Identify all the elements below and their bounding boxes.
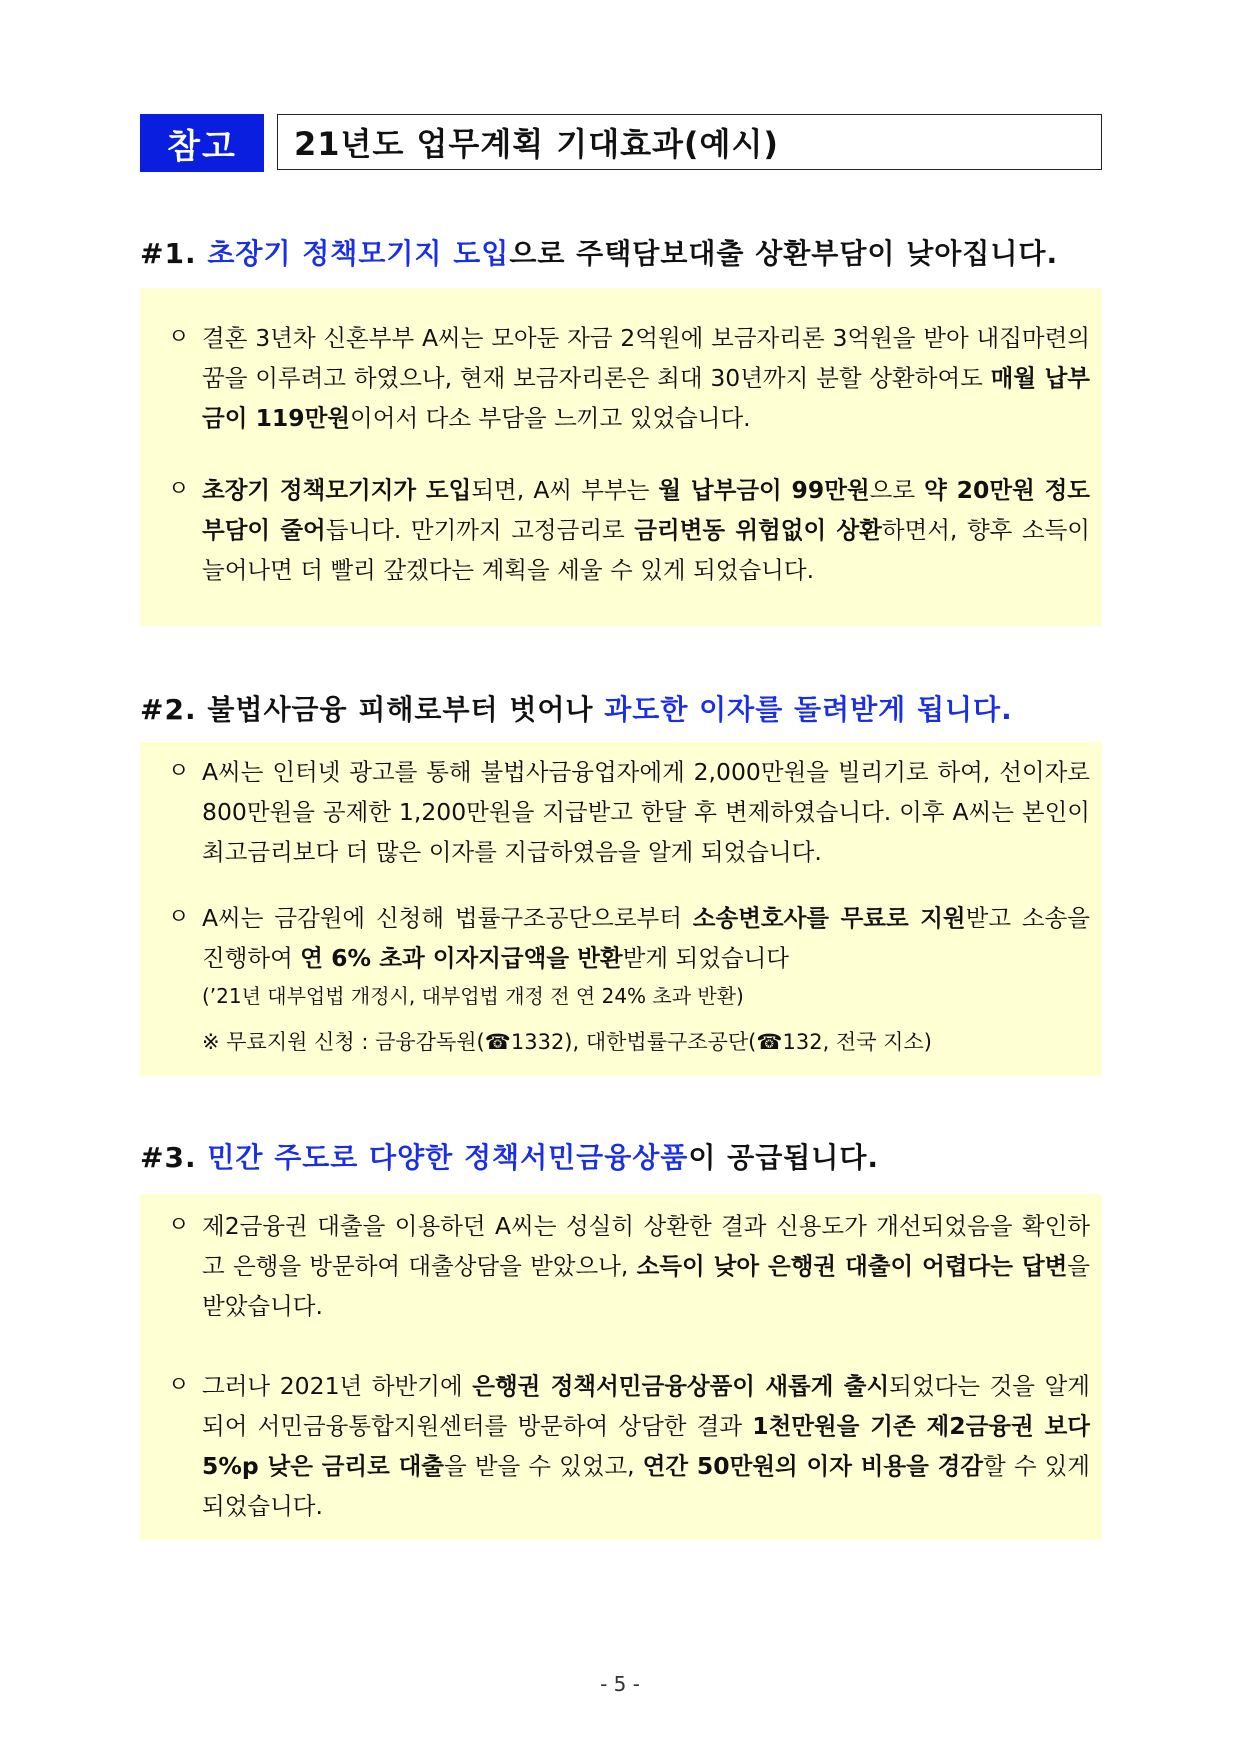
section-2-item-2	[152, 898, 1090, 978]
reference-tag: 참고	[140, 114, 264, 172]
bullet-circle-icon: ㅇ	[168, 759, 190, 784]
bullet-circle-icon: ㅇ	[168, 477, 190, 502]
bullet-circle-icon: ㅇ	[168, 1373, 190, 1398]
bullet-circle-icon: ㅇ	[168, 325, 190, 350]
text: 되면, A씨 부부는	[471, 476, 659, 504]
emphasis: 은행권 정책서민금융상품이 새롭게 출시	[472, 1372, 890, 1400]
text: 듭니다. 만기까지 고정금리로	[325, 516, 635, 544]
section-3-heading	[140, 1136, 879, 1176]
text: A씨는 금감원에 신청해 법률구조공단으로부터	[202, 904, 693, 932]
section-3-box	[140, 1194, 1102, 1540]
text: 으로	[869, 476, 925, 504]
section-2-box	[140, 742, 1102, 1076]
section-3-number: #3.	[140, 1141, 197, 1174]
emphasis: 연간 50만원의 이자 비용을 경감	[642, 1452, 984, 1480]
section-1-item-1	[152, 318, 1090, 438]
section-2-item-1	[152, 752, 1090, 872]
section-1-number: #1.	[140, 237, 197, 270]
section-1-heading	[140, 232, 1058, 272]
emphasis: 소득이 낮아 은행권 대출이 어렵다는 답변	[636, 1252, 1068, 1280]
section-3-item-1	[152, 1206, 1090, 1326]
section-2-number: #2.	[140, 693, 197, 726]
text: 받게 되었습니다	[622, 944, 790, 972]
bullet-circle-icon: ㅇ	[168, 905, 190, 930]
text: 을 받을 수 있었고,	[444, 1452, 643, 1480]
section-2-note: (’21년 대부업법 개정시, 대부업법 개정 전 연 24% 초과 반환)	[202, 984, 744, 1008]
section-2-heading-highlight: 과도한 이자를 돌려받게 됩니다.	[604, 693, 1013, 726]
text: 제2금융권 대출을 이용하던 A씨는 성실히 상환한 결과 신용도가 개선되었음을 확인하고 은행을 방문하여 대출상담을 받았으나,	[202, 1212, 1090, 1280]
document-title: 21년도 업무계획 기대효과(예시)	[277, 114, 1102, 170]
document-header	[140, 114, 1104, 172]
emphasis: 연 6% 초과 이자지급액을 반환	[300, 944, 623, 972]
text: 하면서, 향후 소득이 늘어나면 더 빨리 갚겠다는 계획을 세울 수 있게 되었습니다.	[202, 516, 1090, 584]
section-2-heading-text: 불법사금융 피해로부터 벗어나	[207, 693, 605, 726]
emphasis: 초장기 정책모기지가 도입	[202, 476, 472, 504]
section-3-item-2	[152, 1366, 1090, 1526]
text: 결혼 3년차 신혼부부 A씨는 모아둔 자금 2억원에 보금자리론 3억원을 받아 내집마련의 꿈을 이루려고 하였으나, 현재 보금자리론은 최대 30년까지 분할 상환하여도	[202, 324, 1090, 392]
emphasis: 약 20만원 정도 부담이 줄어	[202, 476, 1091, 544]
page-number: - 5 -	[600, 1672, 640, 1696]
emphasis: 매월 납부금이 119만원	[202, 364, 1090, 432]
emphasis: 1천만원을 기존 제2금융권 보다 5%p 낮은 금리로 대출	[202, 1412, 1090, 1480]
emphasis: 월 납부금이 99만원	[658, 476, 870, 504]
text: A씨는 인터넷 광고를 통해 불법사금융업자에게 2,000만원을 빌리기로 하여, 선이자로 800만원을 공제한 1,200만원을 지급받고 한달 후 변제하였습니다. 이후 A씨는 본인이 최고금리보다 더 많은 이자를 지급하였음을 알게 되었습니다.	[202, 758, 1090, 866]
emphasis: 소송변호사를 무료로 지원	[692, 904, 966, 932]
section-3-heading-text: 이 공급됩니다.	[688, 1141, 880, 1174]
section-2-reference-note: ※ 무료지원 신청 : 금융감독원(☎1332), 대한법률구조공단(☎132, 전국 지소)	[202, 1030, 932, 1054]
text: 할 수 있게 되었습니다.	[202, 1452, 1091, 1520]
section-1-heading-text: 으로 주택담보대출 상환부담이 낮아집니다.	[509, 237, 1059, 270]
emphasis: 금리변동 위험없이 상환	[634, 516, 882, 544]
text: 이어서 다소 부담을 느끼고 있었습니다.	[350, 404, 751, 432]
section-1-item-2	[152, 470, 1090, 590]
bullet-circle-icon: ㅇ	[168, 1213, 190, 1238]
section-1-heading-highlight: 초장기 정책모기지 도입	[207, 237, 510, 270]
section-3-heading-highlight: 민간 주도로 다양한 정책서민금융상품	[207, 1141, 689, 1174]
section-2-heading	[140, 688, 1013, 728]
text: 되었다는 것을 알게 되어 서민금융통합지원센터를 방문하여 상담한 결과	[202, 1372, 1090, 1440]
text: 받고 소송을 진행하여	[202, 904, 1090, 972]
text: 그러나 2021년 하반기에	[202, 1372, 473, 1400]
text: 을 받았습니다.	[202, 1252, 1090, 1320]
section-1-box	[140, 288, 1102, 626]
